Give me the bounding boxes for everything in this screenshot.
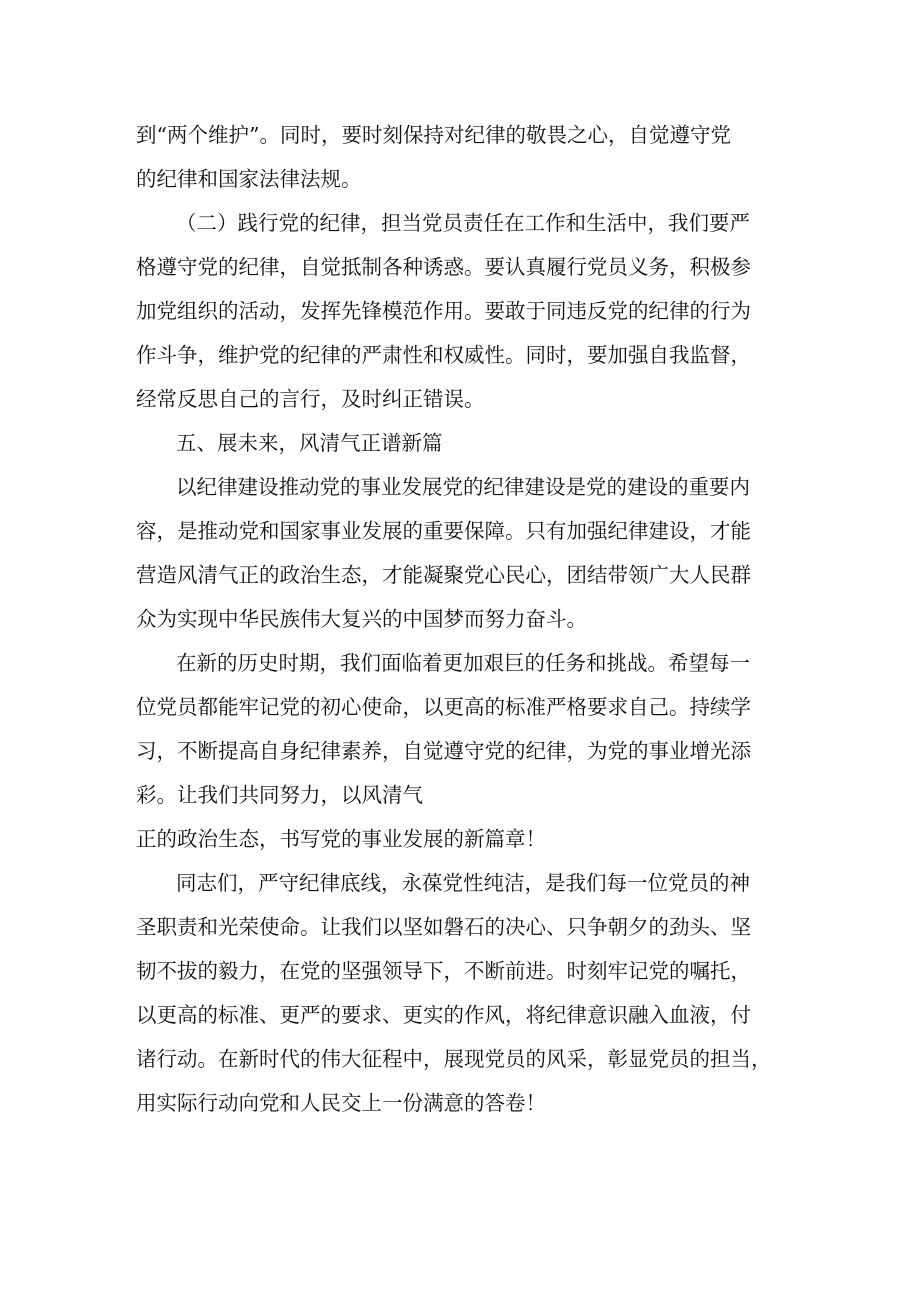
text-line: 营造风清气正的政治生态，才能凝聚党心民心，团结带领广大人民群 bbox=[136, 563, 751, 587]
text-line: 以纪律建设推动党的事业发展党的纪律建设是党的建设的重要内 bbox=[176, 475, 750, 499]
text-line: 彩。让我们共同努力，以风清气 bbox=[136, 783, 423, 807]
text-line: 用实际行动向党和人民交上一份满意的答卷！ bbox=[136, 1091, 546, 1115]
text-line: 同志们，严守纪律底线，永葆党性纯洁，是我们每一位党员的神 bbox=[176, 871, 750, 895]
text-line: 加党组织的活动，发挥先锋模范作用。要敢于同违反党的纪律的行为 bbox=[136, 299, 751, 323]
text-line: 到“两个维护”。同时，要时刻保持对纪律的敬畏之心，自觉遵守党 bbox=[136, 123, 731, 147]
text-line: 诸行动。在新时代的伟大征程中，展现党员的风采，彰显党员的担当， bbox=[136, 1047, 772, 1071]
section-heading: 五、展未来，风清气正谱新篇 bbox=[176, 431, 443, 455]
text-line: 韧不拔的毅力，在党的坚强领导下，不断前进。时刻牢记党的嘱托， bbox=[136, 959, 751, 983]
text-line: 的纪律和国家法律法规。 bbox=[136, 167, 362, 191]
text-line: 经常反思自己的言行，及时纠正错误。 bbox=[136, 387, 485, 411]
text-line: 在新的历史时期，我们面临着更加艰巨的任务和挑战。希望每一 bbox=[176, 651, 750, 675]
text-line: 圣职责和光荣使命。让我们以坚如磐石的决心、只争朝夕的劲头、坚 bbox=[136, 915, 751, 939]
subheading-line: （二）践行党的纪律，担当党员责任在工作和生活中，我们要严 bbox=[176, 211, 750, 235]
text-line: 正的政治生态，书写党的事业发展的新篇章！ bbox=[136, 827, 546, 851]
text-line: 众为实现中华民族伟大复兴的中国梦而努力奋斗。 bbox=[136, 607, 587, 631]
text-line: 习，不断提高自身纪律素养，自觉遵守党的纪律，为党的事业增光添 bbox=[136, 739, 751, 763]
text-line: 作斗争，维护党的纪律的严肃性和权威性。同时，要加强自我监督， bbox=[136, 343, 751, 367]
text-line: 容，是推动党和国家事业发展的重要保障。只有加强纪律建设，才能 bbox=[136, 519, 751, 543]
text-line: 位党员都能牢记党的初心使命，以更高的标准严格要求自己。持续学 bbox=[136, 695, 751, 719]
text-line: 格遵守党的纪律，自觉抵制各种诱惑。要认真履行党员义务，积极参 bbox=[136, 255, 751, 279]
text-line: 以更高的标准、更严的要求、更实的作风，将纪律意识融入血液，付 bbox=[136, 1003, 751, 1027]
